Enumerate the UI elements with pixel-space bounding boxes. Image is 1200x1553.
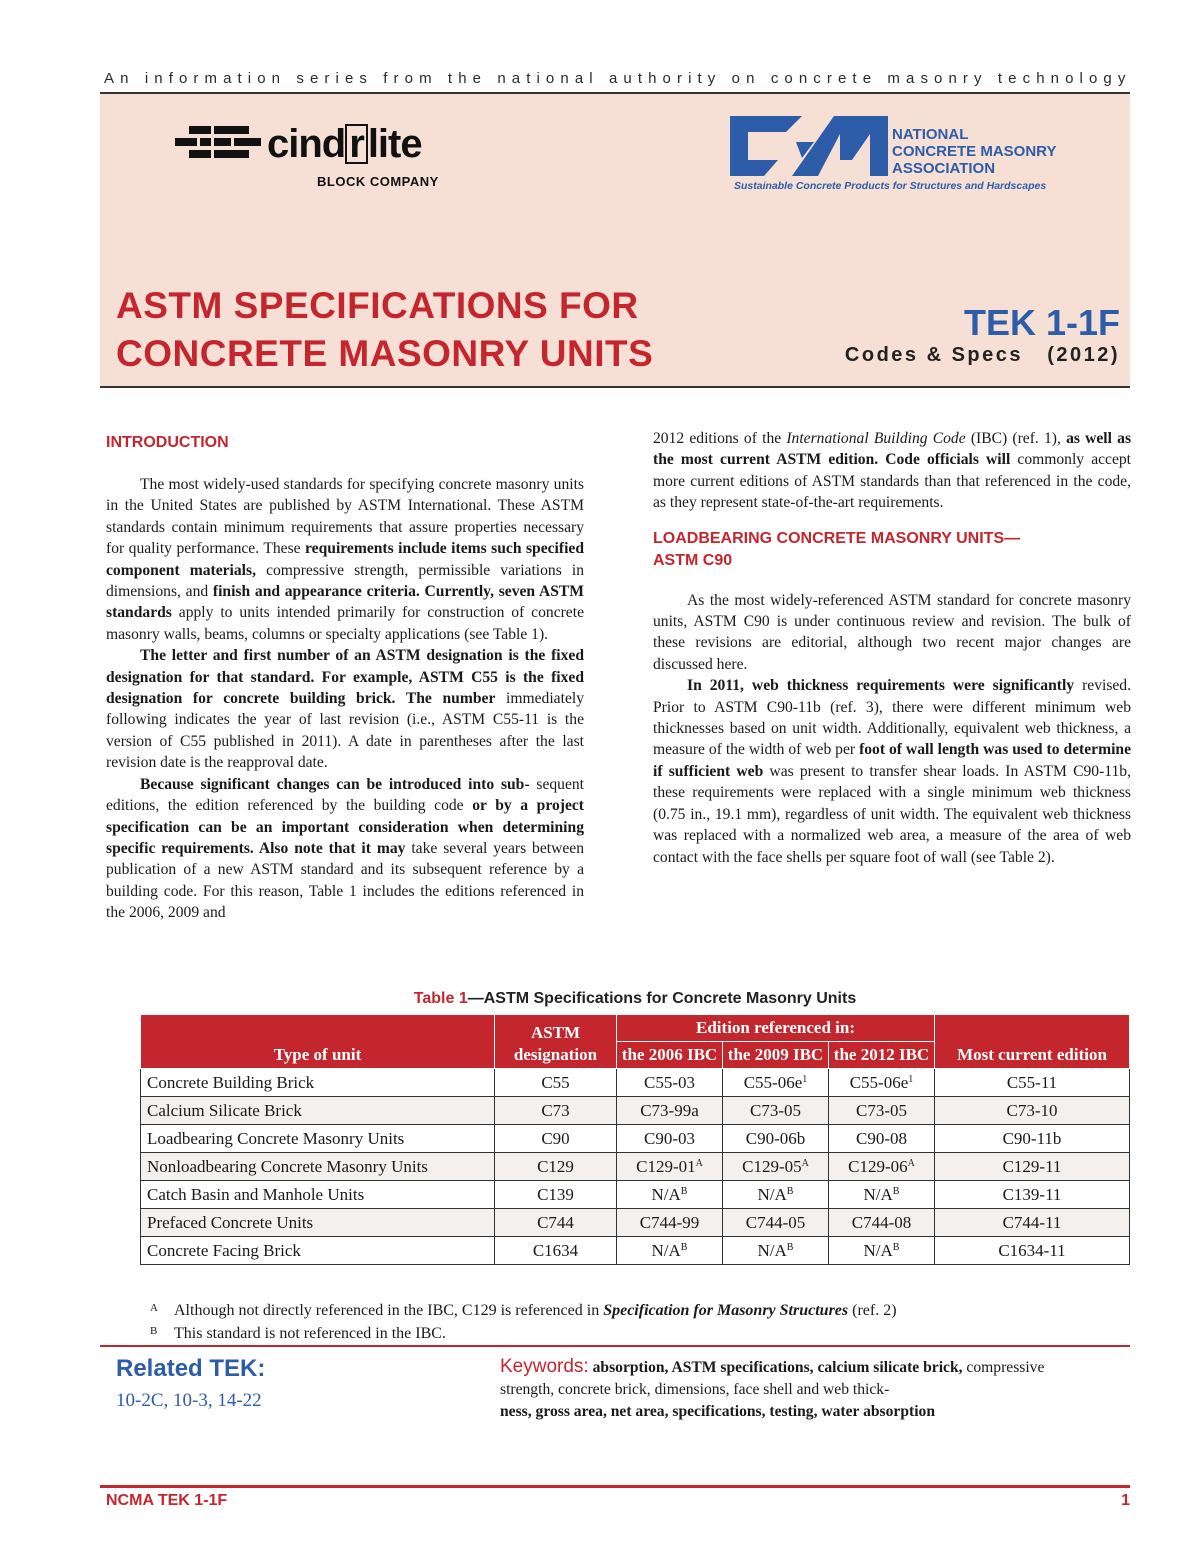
tek-category: Codes & Specs (2012) <box>844 344 1120 366</box>
cell-current: C129-11 <box>935 1153 1130 1181</box>
cell-e2006: C73-99a <box>617 1097 723 1125</box>
cindrlite-logo <box>175 122 475 192</box>
intro-paragraph-2: The letter and first number of an ASTM designation is the fixed designation for that standard. For example, ASTM C55 is the fixed designation for concrete building brick. The number immediately following indicates the year of last revision (i.e., ASTM C55-11 is the version of C55 published in 2011). A date in parentheses after the last revision date is the reapproval date. <box>106 647 584 772</box>
table-row <box>141 1097 1130 1125</box>
cell-e2012: $C129-06^A$ <box>829 1153 935 1181</box>
cell-e2009: C90-06b <box>723 1125 829 1153</box>
col-header-2006: the 2006 IBC <box>617 1042 723 1069</box>
cell-astm: C139 <box>495 1181 617 1209</box>
cell-e2006: C744-99 <box>617 1209 723 1237</box>
table-row <box>141 1153 1130 1181</box>
table-row <box>141 1237 1130 1265</box>
cell-e2009: C73-05 <box>723 1097 829 1125</box>
related-tek-links: 10-2C, 10-3, 14-22 <box>116 1390 262 1411</box>
cell-current: C55-11 <box>935 1069 1130 1097</box>
c90-paragraph-1: As the most widely-referenced ASTM standard for concrete masonry units, ASTM C90 is under continuous review and revision. The bulk of these revisions are editorial, although two recent major changes are discussed here. <box>653 591 1131 673</box>
footer-divider <box>100 1485 1130 1488</box>
introduction-heading: INTRODUCTION <box>106 434 229 451</box>
ibc-paragraph: 2012 editions of the International Building Code (IBC) (ref. 1), as well as the most current ASTM edition. Code officials will commonly accept more current editions of ASTM standards than that referenced in the code, as they represent state-of-the-art requirements. <box>653 430 1132 512</box>
right-column <box>653 428 1131 868</box>
brick-icon <box>175 126 265 166</box>
cell-e2009: $C129-05^A$ <box>723 1153 829 1181</box>
cindrlite-subtitle: BLOCK COMPANY <box>317 174 439 189</box>
table-row <box>141 1209 1130 1237</box>
cell-e2006: C90-03 <box>617 1125 723 1153</box>
series-tagline: An information series from the national authority on concrete masonry technology <box>104 70 1132 87</box>
col-header-type: Type of unit <box>141 1015 495 1069</box>
cell-e2009: $C55-06e^1$ <box>723 1069 829 1097</box>
cell-e2012: C90-08 <box>829 1125 935 1153</box>
ncma-cm-icon <box>722 112 892 178</box>
cell-type: Catch Basin and Manhole Units <box>141 1181 495 1209</box>
col-header-2009: the 2009 IBC <box>723 1042 829 1069</box>
cell-current: C1634-11 <box>935 1237 1130 1265</box>
cell-e2009: $N/A^B$ <box>723 1237 829 1265</box>
cell-type: Loadbearing Concrete Masonry Units <box>141 1125 495 1153</box>
cell-astm: C744 <box>495 1209 617 1237</box>
cell-e2012: $C55-06e^1$ <box>829 1069 935 1097</box>
cell-e2009: $N/A^B$ <box>723 1181 829 1209</box>
col-header-astm: ASTM designation <box>495 1015 617 1069</box>
cell-astm: C1634 <box>495 1237 617 1265</box>
left-column <box>106 432 584 924</box>
ncma-tagline: Sustainable Concrete Products for Structures and Hardscapes <box>734 180 1047 192</box>
cell-astm: C55 <box>495 1069 617 1097</box>
cell-type: Calcium Silicate Brick <box>141 1097 495 1125</box>
cell-e2012: C73-05 <box>829 1097 935 1125</box>
keywords: Keywords: absorption, ASTM specifications, calcium silicate brick, compressive strength, concrete brick, dimensions, face shell and web thick- ness, gross area, net area, specifications, testing, water absorption <box>500 1356 1045 1420</box>
loadbearing-heading: LOADBEARING CONCRETE MASONRY UNITS— ASTM C90 <box>653 529 1021 569</box>
related-link-10-3[interactable]: 10-3 <box>173 1390 208 1411</box>
related-link-14-22[interactable]: 14-22 <box>217 1390 262 1411</box>
table-notes <box>150 1298 897 1344</box>
ncma-name: NATIONAL CONCRETE MASONRY ASSOCIATION <box>892 126 1057 177</box>
page-number: 1 <box>1121 1492 1130 1509</box>
cell-e2006: $N/A^B$ <box>617 1181 723 1209</box>
cell-current: C90-11b <box>935 1125 1130 1153</box>
ncma-logo <box>722 112 1122 202</box>
cell-e2006: $C129-01^A$ <box>617 1153 723 1181</box>
cell-astm: C73 <box>495 1097 617 1125</box>
col-header-current: Most current edition <box>935 1015 1130 1069</box>
related-link-10-2c[interactable]: 10-2C <box>116 1390 164 1411</box>
cell-e2006: C55-03 <box>617 1069 723 1097</box>
table-row <box>141 1181 1130 1209</box>
note-a: A Although not directly referenced in the IBC, C129 is referenced in Specification for Masonry Structures (ref. 2) <box>150 1302 897 1319</box>
intro-paragraph-1: The most widely-used standards for specifying concrete masonry units in the United States are published by ASTM International. These ASTM standards contain minimum requirements that assure properties necessary for quality performance. These requirements include items such specified component materials, compressive strength, permissible variations in dimensions, and finish and appearance criteria. Currently, seven ASTM standards apply to units intended primarily for construction of concrete masonry walls, beams, columns or specialty applications (see Table 1). <box>106 476 585 643</box>
cell-e2012: $N/A^B$ <box>829 1237 935 1265</box>
astm-spec-table <box>140 1014 1130 1265</box>
cell-e2012: $N/A^B$ <box>829 1181 935 1209</box>
intro-paragraph-3: Because significant changes can be introduced into sub- sequent editions, the edition referenced by the building code or by a project specification can be an important consideration when determining specific requirements. Also note that it may take several years between publication of a new ASTM standard and its subsequent reference by a building code. For this reason, Table 1 includes the editions referenced in the 2006, 2009 and <box>106 775 585 922</box>
cell-type: Nonloadbearing Concrete Masonry Units <box>141 1153 495 1181</box>
cell-e2012: C744-08 <box>829 1209 935 1237</box>
cell-type: Concrete Facing Brick <box>141 1237 495 1265</box>
col-header-2012: the 2012 IBC <box>829 1042 935 1069</box>
col-header-edition: Edition referenced in: <box>617 1015 935 1042</box>
cindrlite-wordmark: cind r lite <box>267 122 422 166</box>
cell-current: C139-11 <box>935 1181 1130 1209</box>
cell-e2009: C744-05 <box>723 1209 829 1237</box>
footer-doc-id: NCMA TEK 1-1F <box>106 1492 228 1509</box>
c90-paragraph-2: In 2011, web thickness requirements were significantly revised. Prior to ASTM C90-11b (ref. 3), there were different minimum web thicknesses based on unit width. Additionally, equivalent web thickness, a measure of the width of web per foot of wall length was used to determine if sufficient web was present to transfer shear loads. In ASTM C90-11b, these requirements were replaced with a single minimum web thickness (0.75 in., 19.1 mm), regardless of unit width. The equivalent web thickness was replaced with a normalized web area, a measure of the area of web contact with the face shells per square foot of wall (see Table 2). <box>653 677 1132 866</box>
cell-astm: C90 <box>495 1125 617 1153</box>
table-caption: Table 1—ASTM Specifications for Concrete Masonry Units <box>413 990 857 1007</box>
related-tek-heading: Related TEK: <box>116 1355 266 1382</box>
cell-astm: C129 <box>495 1153 617 1181</box>
cell-current: C73-10 <box>935 1097 1130 1125</box>
note-b: B This standard is not referenced in the IBC. <box>150 1325 446 1342</box>
table-row <box>141 1069 1130 1097</box>
tek-number: TEK 1-1F <box>963 302 1120 343</box>
divider <box>100 1345 1130 1347</box>
cell-e2006: $N/A^B$ <box>617 1237 723 1265</box>
page-title: ASTM SPECIFICATIONS FOR CONCRETE MASONRY UNITS <box>116 285 654 374</box>
table-row <box>141 1125 1130 1153</box>
cell-type: Concrete Building Brick <box>141 1069 495 1097</box>
cell-type: Prefaced Concrete Units <box>141 1209 495 1237</box>
cell-current: C744-11 <box>935 1209 1130 1237</box>
